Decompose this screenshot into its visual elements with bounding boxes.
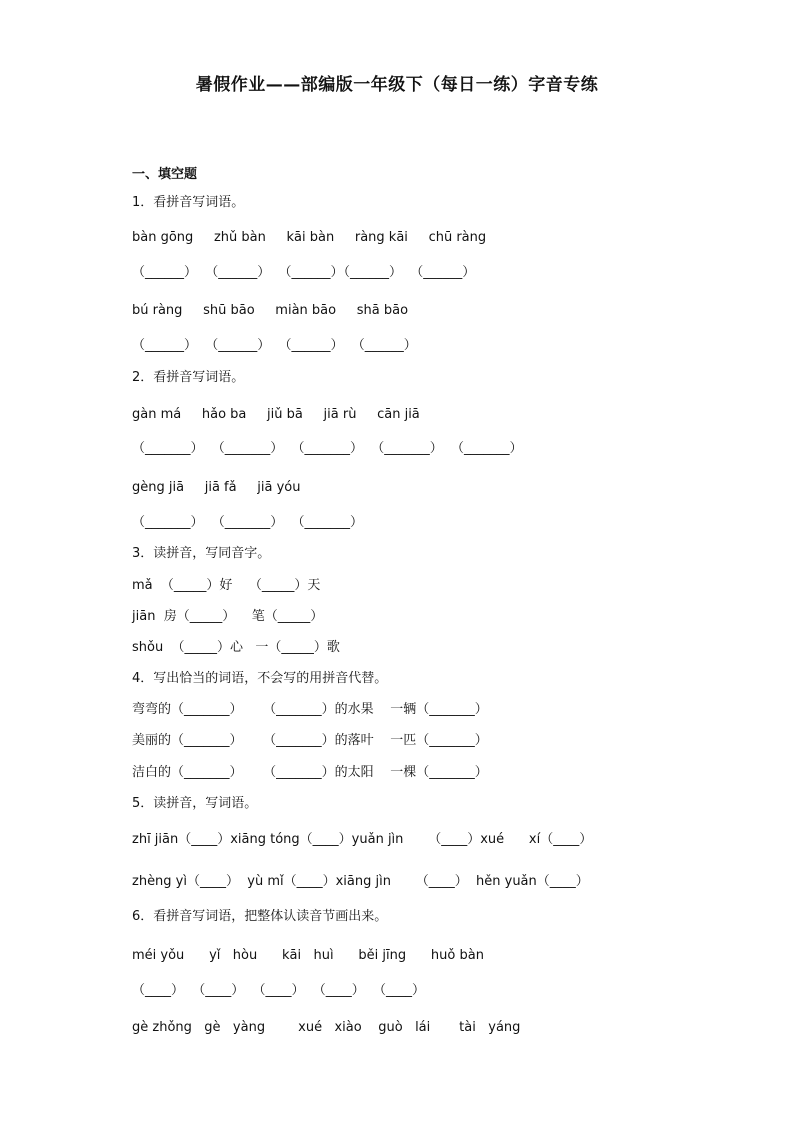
question-4-stem: 4．写出恰当的词语，不会写的用拼音代替。 [132, 671, 388, 686]
question-2-stem: 2．看拼音写词语。 [132, 370, 245, 385]
question-1-pinyin-row-1: bàn gōng zhǔ bàn kāi bàn ràng kāi chū ràng [132, 230, 487, 245]
question-2-pinyin-row-2: gèng jiā jiā fǎ jiā yóu [132, 480, 301, 495]
question-1-answer-blanks-row-2[interactable]: （______） （______） （______） （______） [132, 338, 417, 353]
question-4-line-2[interactable]: 美丽的（_______） （_______）的落叶 一匹（_______） [132, 733, 488, 748]
question-5-line-1[interactable]: zhī jiān（____）xiāng tóng（____）yuǎn jìn （____）xué xí（____） [132, 832, 593, 847]
question-4-line-1[interactable]: 弯弯的（_______） （_______）的水果 一辆（_______） [132, 702, 488, 717]
question-2-answer-blanks-row-1[interactable]: （_______） （_______） （_______） （_______） （_______） [132, 441, 523, 456]
question-5-line-2[interactable]: zhèng yì（____） yù mǐ（____）xiāng jìn （____） hěn yuǎn（____） [132, 874, 589, 889]
question-2-pinyin-row-1: gàn má hǎo ba jiǔ bā jiā rù cān jiā [132, 407, 420, 422]
page-title: 暑假作业——部编版一年级下（每日一练）字音专练 [195, 75, 599, 95]
section-heading: 一、填空题 [132, 167, 198, 182]
question-3-line-1[interactable]: mǎ （_____）好 （_____）天 [132, 578, 321, 593]
question-1-stem: 1．看拼音写词语。 [132, 195, 245, 210]
question-6-pinyin-row-2: gè zhǒng gè yàng xué xiào guò lái tài yáng [132, 1020, 521, 1035]
question-1-answer-blanks-row-1[interactable]: （______） （______） （______）（______） （______） [132, 265, 476, 280]
question-4-line-3[interactable]: 洁白的（_______） （_______）的太阳 一棵（_______） [132, 765, 488, 780]
question-5-stem: 5．读拼音，写词语。 [132, 796, 258, 811]
question-3-line-3[interactable]: shǒu （_____）心 一（_____）歌 [132, 640, 340, 655]
question-6-answer-blanks-row-1[interactable]: （____） （____） （____） （____） （____） [132, 983, 426, 998]
question-1-pinyin-row-2: bú ràng shū bāo miàn bāo shā bāo [132, 303, 409, 318]
question-3-stem: 3．读拼音，写同音字。 [132, 546, 271, 561]
question-6-pinyin-row-1: méi yǒu yǐ hòu kāi huì běi jīng huǒ bàn [132, 948, 484, 963]
question-3-line-2[interactable]: jiān 房（_____） 笔（_____） [132, 609, 324, 624]
question-6-stem: 6．看拼音写词语，把整体认读音节画出来。 [132, 909, 388, 924]
question-2-answer-blanks-row-2[interactable]: （_______） （_______） （_______） [132, 515, 364, 530]
